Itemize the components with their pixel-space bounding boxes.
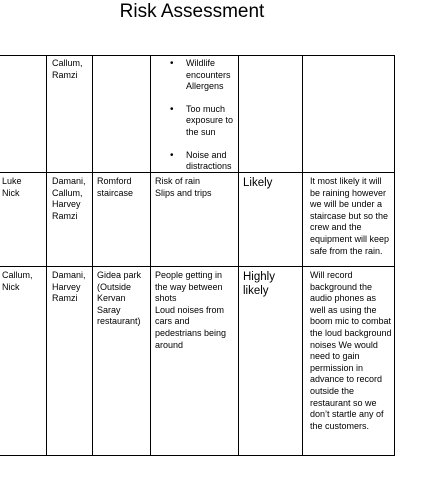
list-item: • Too much exposure to the sun bbox=[163, 104, 237, 139]
list-item: • Wildlife encounters Allergens bbox=[163, 58, 237, 93]
table-cell-crew: Callum, Ramzi bbox=[52, 58, 83, 80]
table-bottom-border bbox=[0, 455, 395, 456]
row-divider bbox=[0, 266, 395, 267]
column-divider bbox=[46, 55, 47, 456]
table-cell-risks: People getting in the way between shots Loud noises from cars and pedestrians being around bbox=[155, 270, 227, 350]
column-divider bbox=[150, 55, 151, 456]
table-cell-location: Romford staircase bbox=[97, 176, 134, 198]
table-cell-responsible: Callum, Nick bbox=[2, 270, 33, 292]
column-divider bbox=[92, 55, 93, 456]
column-divider bbox=[302, 55, 303, 456]
list-item: • Noise and distractions bbox=[163, 150, 237, 173]
column-divider bbox=[238, 55, 239, 456]
table-cell-crew: Damani, Harvey Ramzi bbox=[52, 270, 86, 304]
table-cell-risks bbox=[163, 58, 237, 184]
document-title: Risk Assessment bbox=[119, 1, 265, 22]
table-cell-mitigation: Will record background the audio phones as well as using the boom mic to combat the loud background noises We would need to gain permission in advance to record outside the restaurant so we don’t startle any of the customers. bbox=[310, 270, 392, 431]
table-cell-location: Gidea park (Outside Kervan Saray restaurant) bbox=[97, 270, 142, 327]
table-cell-likelihood: Likely bbox=[243, 177, 273, 189]
table-top-border bbox=[0, 55, 395, 56]
table-cell-mitigation: It most likely it will be raining however we will be under a staircase but so the crew and the equipment will keep safe from the rain. bbox=[310, 176, 390, 256]
table-cell-likelihood: Highly likely bbox=[243, 271, 275, 297]
table-cell-risks: Risk of rain Slips and trips bbox=[155, 176, 212, 198]
table-cell-crew: Damani, Callum, Harvey Ramzi bbox=[52, 176, 86, 221]
risks-bullet-list bbox=[163, 58, 237, 173]
table-right-border bbox=[394, 55, 395, 456]
table-cell-responsible: Luke Nick bbox=[2, 176, 22, 198]
